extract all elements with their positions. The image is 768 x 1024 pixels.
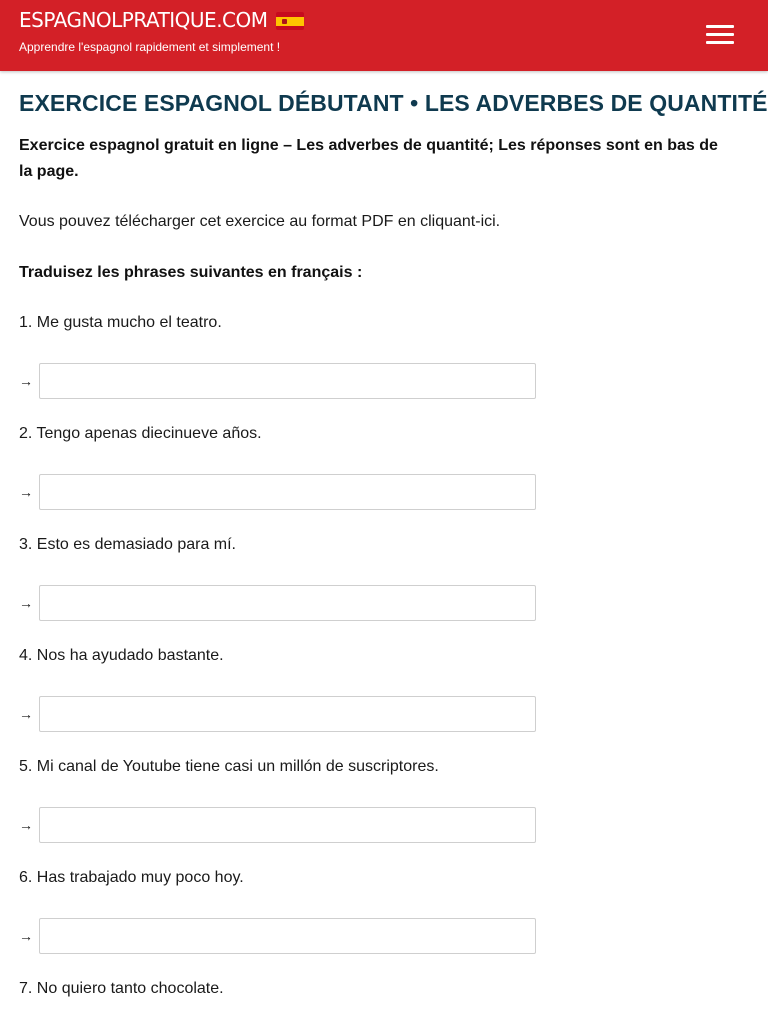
exercise-item (19, 643, 729, 734)
question-text: 2. Tengo apenas diecinueve años. (19, 425, 262, 442)
exercise-list (19, 310, 729, 1002)
answer-input-6[interactable] (39, 918, 536, 954)
question-text: 7. No quiero tanto chocolate. (19, 980, 224, 997)
answer-row (19, 694, 729, 734)
question-text: 5. Mi canal de Youtube tiene casi un millón de suscriptores. (19, 758, 439, 775)
exercise-item (19, 865, 729, 956)
site-brand-name[interactable]: ESPAGNOLPRATIQUE.COM (19, 8, 268, 32)
answer-row (19, 361, 729, 401)
spain-flag-icon (276, 12, 304, 30)
question-text: 3. Esto es demasiado para mí. (19, 536, 236, 553)
answer-row (19, 805, 729, 845)
arrow-icon: → (19, 595, 33, 611)
exercise-item (19, 754, 729, 845)
arrow-icon: → (19, 373, 33, 389)
exercise-item (19, 310, 729, 401)
arrow-icon: → (19, 484, 33, 500)
arrow-icon: → (19, 706, 33, 722)
exercise-item (19, 532, 729, 623)
arrow-icon: → (19, 928, 33, 944)
site-header (0, 0, 768, 71)
page-title: EXERCICE ESPAGNOL DÉBUTANT • LES ADVERBES DE QUANTITÉ (19, 90, 768, 116)
answer-row (19, 472, 729, 512)
answer-row (19, 916, 729, 956)
main-content (19, 88, 768, 1002)
intro-text: Exercice espagnol gratuit en ligne – Les adverbes de quantité; Les réponses sont en bas de la page. (19, 137, 718, 180)
answer-input-3[interactable] (39, 585, 536, 621)
exercise-item (19, 421, 729, 512)
answer-input-2[interactable] (39, 474, 536, 510)
answer-input-4[interactable] (39, 696, 536, 732)
site-tagline: Apprendre l'espagnol rapidement et simplement ! (19, 40, 281, 54)
question-text: 4. Nos ha ayudado bastante. (19, 647, 224, 664)
exercise-item (19, 976, 729, 1002)
question-text: 6. Has trabajado muy poco hoy. (19, 869, 244, 886)
question-text: 1. Me gusta mucho el teatro. (19, 314, 222, 331)
hamburger-menu-icon[interactable] (706, 23, 736, 47)
answer-input-1[interactable] (39, 363, 536, 399)
answer-input-5[interactable] (39, 807, 536, 843)
download-pdf-text[interactable]: Vous pouvez télécharger cet exercice au format PDF en cliquant-ici. (19, 213, 501, 230)
arrow-icon: → (19, 817, 33, 833)
instructions-text: Traduisez les phrases suivantes en français : (19, 264, 363, 281)
answer-row (19, 583, 729, 623)
site-logo[interactable] (19, 8, 304, 32)
